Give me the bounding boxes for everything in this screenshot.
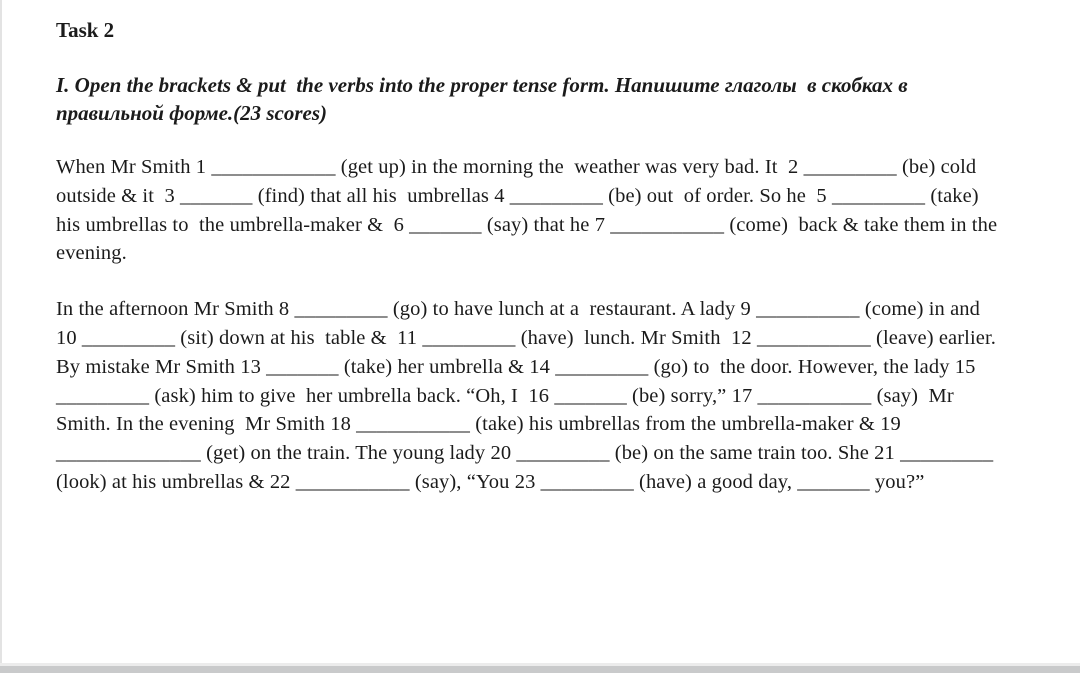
text-line: In the afternoon Mr Smith 8 _________ (go) to have lunch at a restaurant. A lady 9 __________ (come) in and [56,298,980,321]
text-line: ______________ (get) on the train. The young lady 20 _________ (be) on the same train too. She 21 _________ [56,442,994,465]
text-line: outside & it 3 _______ (find) that all his umbrellas 4 _________ (be) out of order. So he 5 _________ (take) [56,184,979,207]
text-line: evening. [56,242,127,265]
text-line: (look) at his umbrellas & 22 ___________ (say), “You 23 _________ (have) a good day, _______ you?” [56,470,925,493]
text-line: By mistake Mr Smith 13 _______ (take) her umbrella & 14 _________ (go) to the door. However, the lady 15 [56,355,976,378]
instruction-line: I. Open the brackets & put the verbs into the proper tense form. Напишите глаголы в скобках в [56,73,908,97]
text-line: _________ (ask) him to give her umbrella back. “Oh, I 16 _______ (be) sorry,” 17 ___________ (say) Mr [56,384,954,407]
instruction-line: правильной форме.(23 scores) [56,101,328,125]
task-title: Task 2 [56,18,115,42]
text-line: his umbrellas to the umbrella-maker & 6 _______ (say) that he 7 ___________ (come) back & take them in the [56,213,998,236]
exercise-paragraph-1 [56,153,1040,268]
exercise-paragraph-2 [56,295,1040,497]
text-line: Smith. In the evening Mr Smith 18 ___________ (take) his umbrellas from the umbrella-maker & 19 [56,413,901,436]
page-bottom-edge [0,666,1080,673]
text-line: When Mr Smith 1 ____________ (get up) in the morning the weather was very bad. It 2 _________ (be) cold [56,156,977,178]
text-line: 10 _________ (sit) down at his table & 11 _________ (have) lunch. Mr Smith 12 ___________ (leave) earlier. [56,326,996,349]
exercise-instruction [56,71,1040,127]
